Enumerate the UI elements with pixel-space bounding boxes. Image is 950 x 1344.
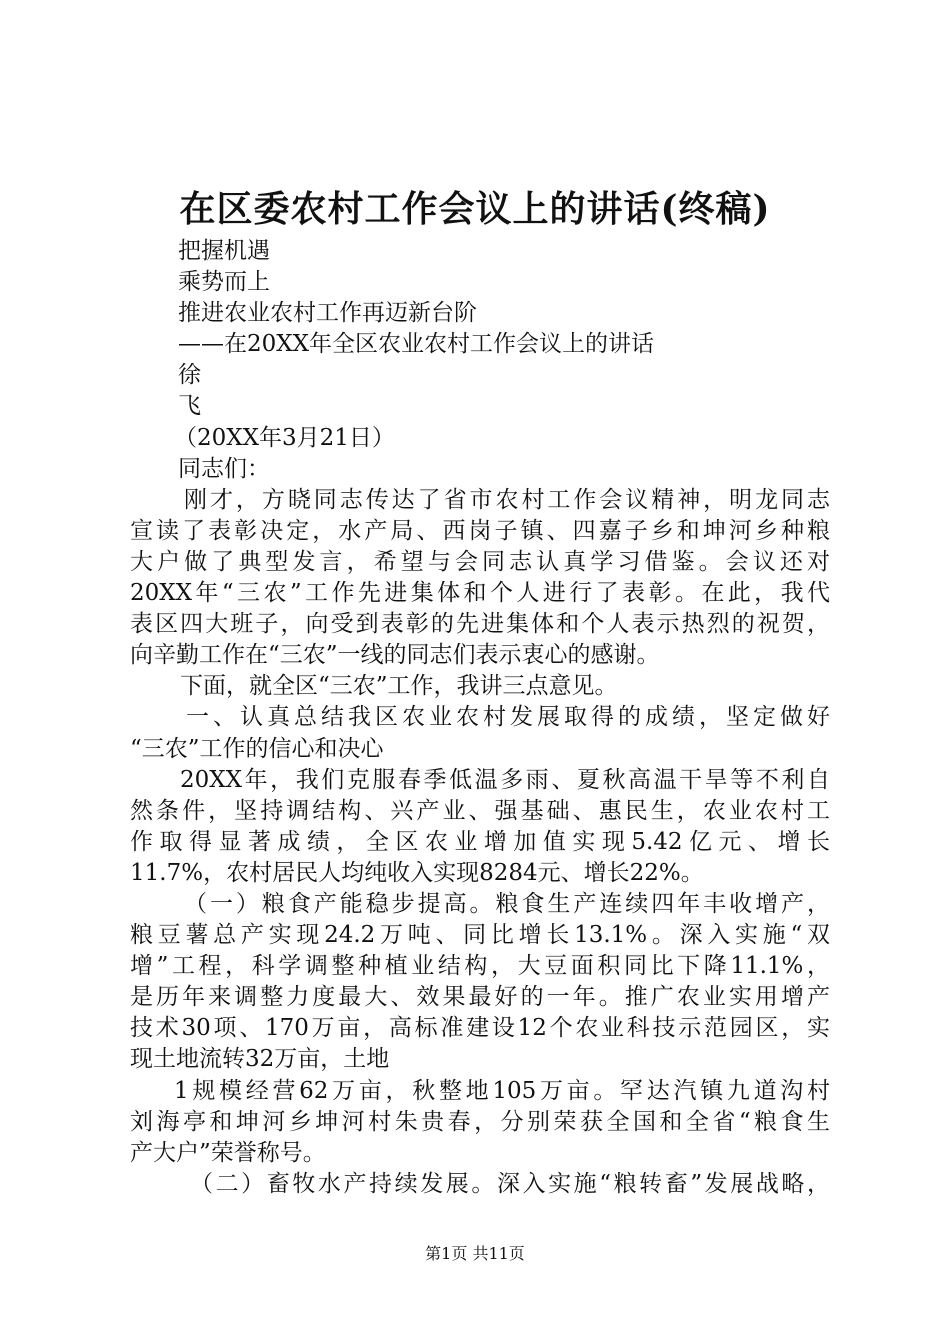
- page-footer: 第1页 共11页: [425, 1244, 525, 1263]
- paragraph-line: 20XX年，我们克服春季低温多雨、夏秋高温干旱等不利自: [180, 766, 830, 793]
- paragraph-line: 20XX年“三农”工作先进集体和个人进行了表彰。在此，我代: [130, 580, 830, 607]
- text-line: ——在20XX年全区农业农村工作会议上的讲话: [178, 331, 655, 358]
- paragraph-line: 作取得显著成绩，全区农业增加值实现5.42亿元、增长: [130, 828, 830, 855]
- text-line: 把握机遇: [178, 238, 270, 264]
- paragraph-line: 现土地流转32万亩，土地: [130, 1046, 390, 1073]
- paragraph-line: 1规模经营62万亩，秋整地105万亩。罕达汽镇九道沟村: [174, 1077, 830, 1104]
- paragraph-line: 大户做了典型发言，希望与会同志认真学习借鉴。会议还对: [130, 548, 830, 575]
- paragraph-line: 技术30项、170万亩，高标准建设12个农业科技示范园区，实: [130, 1015, 830, 1042]
- paragraph-line: 下面，就全区“三农”工作，我讲三点意见。: [180, 673, 618, 700]
- section-heading-line: 一、认真总结我区农业农村发展取得的成绩，坚定做好: [186, 704, 830, 731]
- paragraph-line: 向辛勤工作在“三农”一线的同志们表示衷心的感谢。: [130, 642, 660, 669]
- paragraph-line: 刘海亭和坤河乡坤河村朱贵春，分别荣获全国和全省“粮食生: [130, 1108, 830, 1135]
- text-line: （20XX年3月21日）: [174, 424, 395, 451]
- paragraph-line: （一）粮食产能稳步提高。粮食生产连续四年丰收增产，: [184, 890, 830, 917]
- paragraph-line: 是历年来调整力度最大、效果最好的一年。推广农业实用增产: [130, 984, 830, 1011]
- text-line: 同志们：: [178, 455, 270, 482]
- paragraph-line: 表区四大班子，向受到表彰的先进集体和个人表示热烈的祝贺，: [130, 611, 830, 638]
- paragraph-line: 产大户”荣誉称号。: [130, 1139, 326, 1166]
- paragraph-line: 11.7%，农村居民人均纯收入实现8284元、增长22%。: [130, 859, 704, 886]
- paragraph-line: 粮豆薯总产实现24.2万吨、同比增长13.1%。深入实施“双: [130, 922, 830, 949]
- paragraph-line: 宣读了表彰决定，水产局、西岗子镇、四嘉子乡和坤河乡种粮: [130, 517, 830, 544]
- paragraph-line: （二）畜牧水产持续发展。深入实施“粮转畜”发展战略，: [190, 1170, 830, 1197]
- text-line: 推进农业农村工作再迈新台阶: [178, 300, 477, 327]
- document-title: 在区委农村工作会议上的讲话(终稿): [179, 188, 771, 230]
- text-line: 徐: [178, 362, 201, 389]
- paragraph-line: 然条件，坚持调结构、兴产业、强基础、惠民生，农业农村工: [130, 797, 830, 824]
- section-heading-line: “三农”工作的信心和决心: [130, 735, 384, 762]
- paragraph-line: 增”工程，科学调整种植业结构，大豆面积同比下降11.1%，: [130, 953, 830, 980]
- text-line: 飞: [178, 393, 201, 420]
- document-body: [130, 236, 830, 1200]
- text-line: 乘势而上: [178, 269, 270, 296]
- paragraph-line: 刚才，方晓同志传达了省市农村工作会议精神，明龙同志: [184, 486, 830, 513]
